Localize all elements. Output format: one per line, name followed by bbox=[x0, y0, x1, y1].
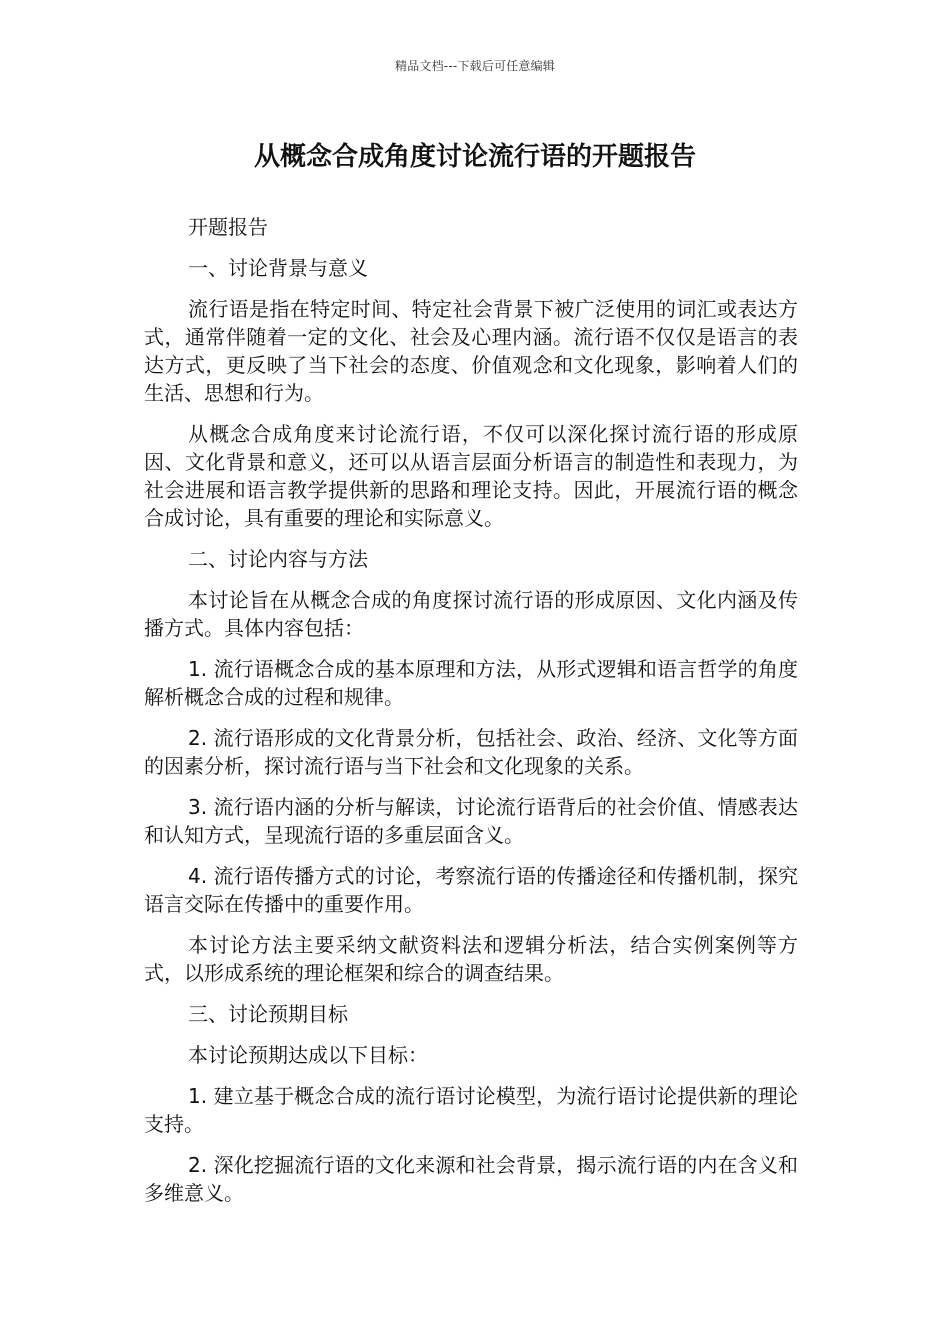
page-header-note: 精品文档---下载后可任意编辑 bbox=[395, 59, 555, 73]
paragraph: 本讨论预期达成以下目标： bbox=[188, 1043, 428, 1067]
list-item: 4. 流行语传播方式的讨论，考察流行语的传播途径和传播机制，探究语言交际在传播中的重要作用。 bbox=[144, 864, 798, 916]
section-label-report: 开题报告 bbox=[188, 215, 268, 239]
section-heading-background: 一、讨论背景与意义 bbox=[188, 256, 368, 280]
document-body bbox=[144, 213, 798, 1220]
paragraph: 流行语是指在特定时间、特定社会背景下被广泛使用的词汇或表达方式，通常伴随着一定的文化、社会及心理内涵。流行语不仅仅是语言的表达方式，更反映了当下社会的态度、价值观念和文化现象，影响着人们的生活、思想和行为。 bbox=[144, 297, 798, 405]
section-heading-goals: 三、讨论预期目标 bbox=[188, 1002, 348, 1026]
list-item: 2. 流行语形成的文化背景分析，包括社会、政治、经济、文化等方面的因素分析，探讨流行语与当下社会和文化现象的关系。 bbox=[144, 726, 798, 778]
list-item: 1. 建立基于概念合成的流行语讨论模型，为流行语讨论提供新的理论支持。 bbox=[144, 1084, 798, 1136]
section-heading-content-method: 二、讨论内容与方法 bbox=[188, 547, 368, 571]
paragraph: 本讨论方法主要采纳文献资料法和逻辑分析法，结合实例案例等方式，以形成系统的理论框架和综合的调查结果。 bbox=[144, 933, 798, 985]
list-item: 3. 流行语内涵的分析与解读，讨论流行语背后的社会价值、情感表达和认知方式，呈现流行语的多重层面含义。 bbox=[144, 795, 798, 847]
document-title: 从概念合成角度讨论流行语的开题报告 bbox=[253, 142, 696, 172]
paragraph: 从概念合成角度来讨论流行语，不仅可以深化探讨流行语的形成原因、文化背景和意义，还可以从语言层面分析语言的制造性和表现力，为社会进展和语言教学提供新的思路和理论支持。因此，开展流行语的概念合成讨论，具有重要的理论和实际意义。 bbox=[144, 422, 798, 530]
list-item: 2. 深化挖掘流行语的文化来源和社会背景，揭示流行语的内在含义和多维意义。 bbox=[144, 1153, 798, 1205]
list-item: 1. 流行语概念合成的基本原理和方法，从形式逻辑和语言哲学的角度解析概念合成的过程和规律。 bbox=[144, 657, 798, 709]
paragraph: 本讨论旨在从概念合成的角度探讨流行语的形成原因、文化内涵及传播方式。具体内容包括： bbox=[144, 588, 798, 640]
